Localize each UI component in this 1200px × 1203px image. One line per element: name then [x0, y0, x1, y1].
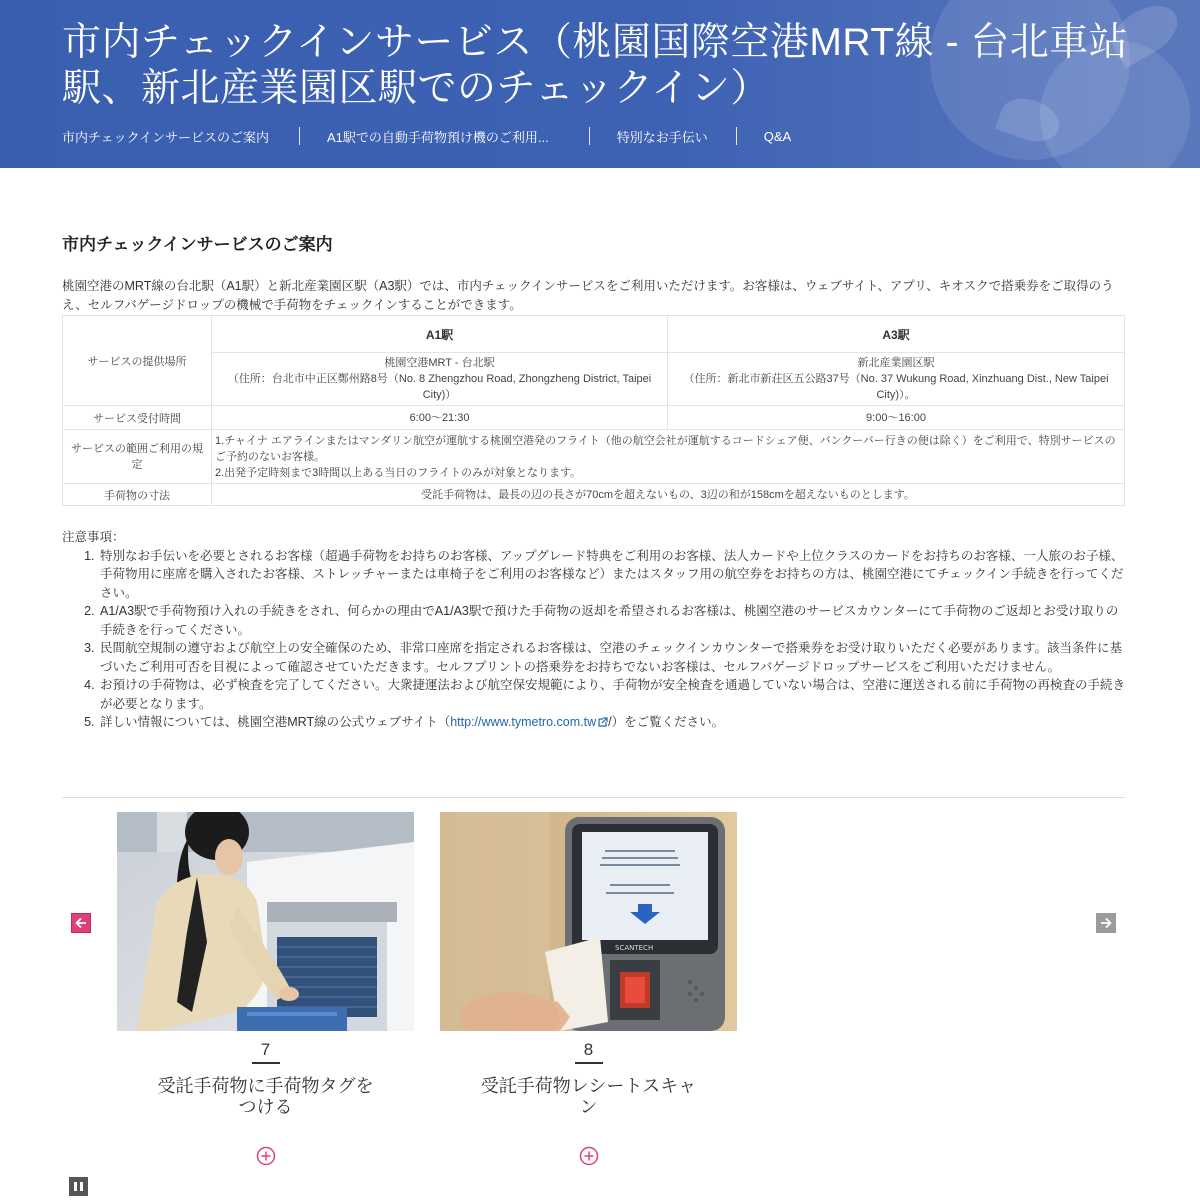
size-cell: 受託手荷物は、最長の辺の長さが70cmを超えないもの、3辺の和が158cmを超えないものとします。 [212, 484, 1125, 506]
external-link-icon [598, 717, 608, 727]
column-header-a3: A3駅 [668, 316, 1125, 353]
step-title: 受託手荷物レシートスキャン [480, 1076, 697, 1117]
step-number-underline [252, 1062, 280, 1064]
carousel-card[interactable] [117, 812, 414, 1166]
notes-list [98, 547, 1125, 732]
a1-location-name: 桃園空港MRT - 台北駅 [384, 357, 495, 369]
pause-icon [80, 1182, 83, 1191]
main-content [62, 230, 1126, 729]
expand-plus-icon[interactable] [579, 1146, 599, 1166]
table-row [63, 406, 1125, 430]
section-nav [62, 126, 791, 146]
carousel-prev-button[interactable] [71, 913, 91, 933]
a3-hours: 9:00〜16:00 [668, 406, 1125, 430]
nav-link-a1-auto-drop[interactable]: A1駅での自動手荷物預け機のご利用... [326, 129, 549, 145]
kiosk-brand-label: SCANTECH [615, 944, 654, 952]
table-row [63, 430, 1125, 484]
nav-link-service-info[interactable]: 市内チェックインサービスのご案内 [62, 129, 269, 145]
a3-location-cell [668, 353, 1125, 406]
card-photo-receipt-scan [440, 812, 737, 1031]
a1-location-address: （住所：台北市中正区鄭州路8号（No. 8 Zhengzhou Road, Zhongzheng District, Taipei City)） [227, 373, 652, 401]
intro-paragraph: 桃園空港のMRT線の台北駅（A1駅）と新北産業園区駅（A3駅）では、市内チェックインサービスをご利用いただけます。お客様は、ウェブサイト、アプリ、キオスクで搭乗券をご取得のうえ、セルフバゲージドロップの機械で手荷物をチェックインすることができます。 [62, 279, 1114, 312]
note-5-prefix: 詳しい情報については、桃園空港MRT線の公式ウェブサイト（ [100, 715, 451, 729]
note-item: 1. 特別なお手伝いを必要とされるお客様（超過手荷物をお持ちのお客様、アップグレード特典をご利用のお客様、法人カードや上位クラスのカードをお持ちのお客様、一人旅のお子様、手荷物用に座席を購入されたお客様、ストレッチャーまたは車椅子をご利用のお客様など）またはスタッフ用の航空券をお持ちの方は、桃園空港にてチェックイン手続きを行ってください。 [98, 547, 1125, 603]
nav-separator [589, 127, 590, 145]
nav-link-qa[interactable]: Q&A [763, 128, 792, 144]
carousel-next-button[interactable] [1096, 913, 1116, 933]
section-title: 市内チェックインサービスのご案内 [62, 235, 333, 254]
row-label-size: 手荷物の寸法 [63, 484, 212, 506]
notes-section [62, 528, 1125, 732]
step-number-underline [575, 1062, 603, 1064]
service-info-table [62, 315, 1125, 506]
row-label-location: サービスの提供場所 [63, 316, 212, 406]
step-title: 受託手荷物に手荷物タグをつける [157, 1076, 374, 1117]
note-5-suffix: /）をご覧ください。 [608, 715, 725, 729]
table-row [63, 353, 1125, 406]
tymetro-link[interactable] [450, 715, 608, 729]
section-divider [62, 797, 1125, 798]
row-label-scope: サービスの範囲ご利用の規定 [63, 430, 212, 484]
page-banner [0, 0, 1200, 168]
carousel-pause-button[interactable] [69, 1177, 88, 1196]
carousel-card[interactable] [440, 812, 737, 1166]
arrow-left-icon [74, 916, 88, 930]
table-row [63, 316, 1125, 353]
page-title: 市内チェックインサービス（桃園国際空港MRT線 - 台北車站駅、新北産業園区駅でのチェックイン） [62, 21, 1129, 110]
note-item: 4. お預けの手荷物は、必ず検査を完了してください。大衆捷運法および航空保安規範により、手荷物が安全検査を通過していない場合は、空港に運送される前に手荷物の再検査の手続きが必要となります。 [98, 676, 1125, 713]
note-item [98, 713, 1125, 732]
nav-link-special-assistance[interactable]: 特別なお手伝い [616, 129, 708, 145]
receipt-scan-photo [440, 812, 737, 1031]
a1-hours: 6:00〜21:30 [212, 406, 668, 430]
a3-location-address: （住所：新北市新荘区五公路37号（No. 37 Wukung Road, Xinzhuang Dist., New Taipei City)）。 [683, 373, 1109, 401]
pause-icon [74, 1182, 77, 1191]
nav-separator [299, 127, 300, 145]
note-item: 3. 民間航空規制の遵守および航空上の安全確保のため、非常口座席を指定されるお客様は、空港のチェックインカウンターで搭乗券をお受け取りいただく必要があります。該当条件に基づいたご利用可否を目視によって確認させていただきます。セルフプリントの搭乗券をお持ちでないお客様は、セルフバゲージドロップサービスをご利用いただけません。 [98, 639, 1125, 676]
nav-separator [736, 127, 737, 145]
a3-location-name: 新北産業園区駅 [857, 357, 935, 369]
row-label-hours: サービス受付時間 [63, 406, 212, 430]
scope-rule-2: 2.出発予定時刻まで3時間以上ある当日のフライトのみが対象となります。 [215, 466, 582, 479]
tymetro-link-text[interactable]: http://www.tymetro.com.tw [450, 715, 597, 729]
expand-plus-icon[interactable] [256, 1146, 276, 1166]
note-item: 2. A1/A3駅で手荷物預け入れの手続きをされ、何らかの理由でA1/A3駅で預けた手荷物の返却を希望されるお客様は、桃園空港のサービスカウンターにて手荷物のご返却とお受け取りの手続きを行ってください。 [98, 602, 1125, 639]
column-header-a1: A1駅 [212, 316, 668, 353]
arrow-right-icon [1099, 916, 1113, 930]
card-photo-baggage-tag [117, 812, 414, 1031]
step-number: 7 [260, 1040, 271, 1059]
scope-cell [212, 430, 1125, 484]
step-number: 8 [583, 1040, 594, 1059]
notes-title: 注意事項： [62, 530, 125, 544]
table-row [63, 484, 1125, 506]
baggage-tag-photo [117, 812, 414, 1031]
scope-rule-1: 1.チャイナ エアラインまたはマンダリン航空が運航する桃園空港発のフライト（他の航空会社が運航するコードシェア便、バンクーバー行きの便は除く）をご利用で、特別サービスのご予約のないお客様。 [215, 434, 1116, 463]
a1-location-cell [212, 353, 668, 406]
